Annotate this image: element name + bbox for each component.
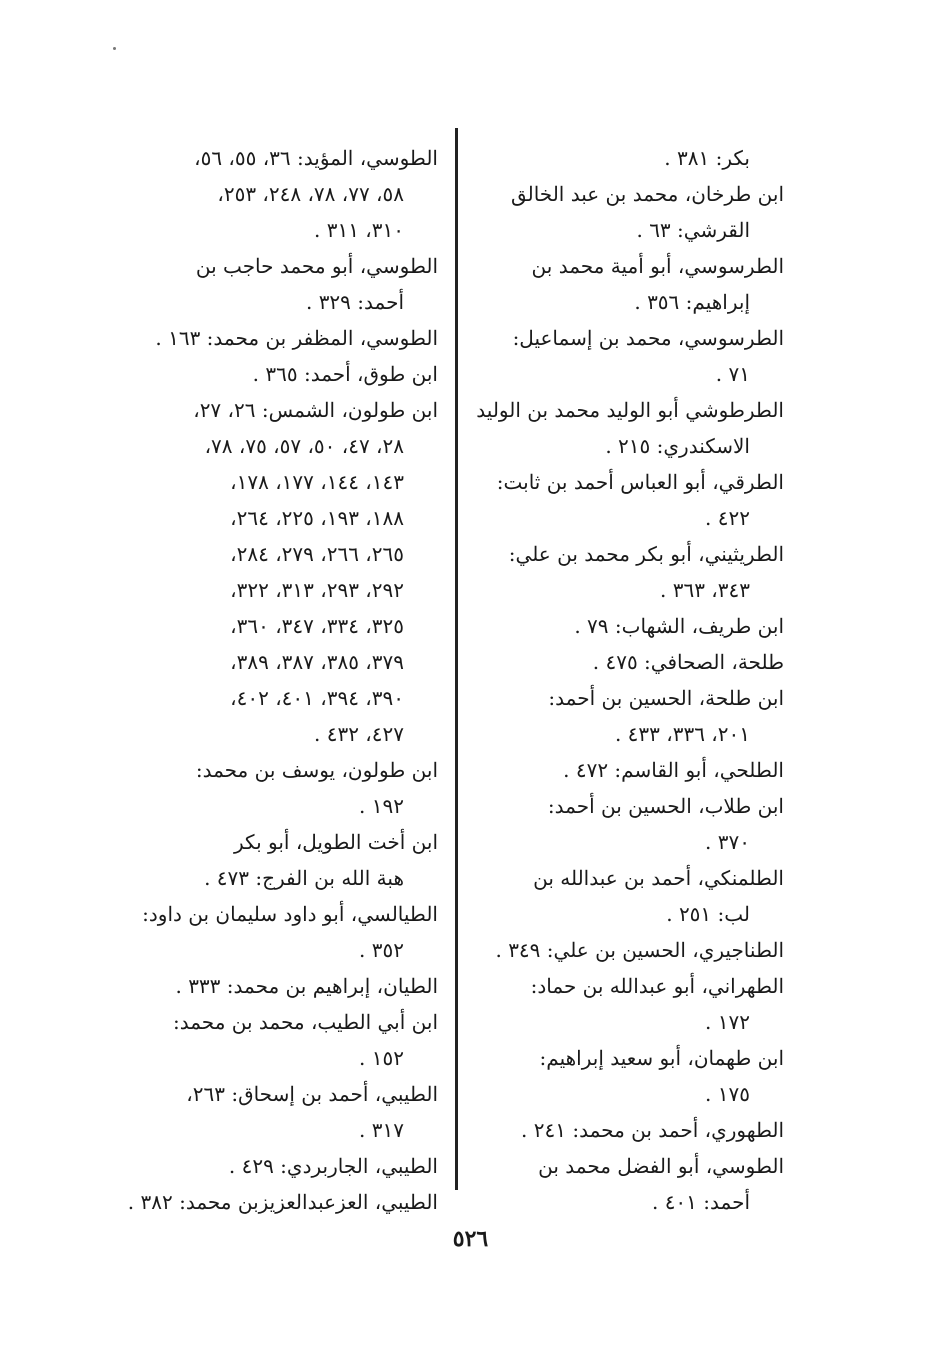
index-line: إبراهيم: ٣٥٦ . bbox=[634, 290, 750, 314]
index-line: الطهراني، أبو عبدالله بن حماد: bbox=[530, 974, 784, 998]
index-line: ١٧٥ . bbox=[705, 1082, 750, 1106]
index-line: الطوسي، المظفر بن محمد: ١٦٣ . bbox=[155, 326, 438, 350]
index-line: ابن أبي الطيب، محمد بن محمد: bbox=[172, 1010, 438, 1034]
index-line: الطوسي، المؤيد: ٣٦، ٥٥، ٥٦، bbox=[194, 146, 438, 170]
index-line: الطيبي، أحمد بن إسحاق: ٢٦٣، bbox=[186, 1082, 438, 1106]
index-line: الاسكندري: ٢١٥ . bbox=[605, 434, 750, 458]
index-line: لب: ٢٥١ . bbox=[666, 902, 750, 926]
index-column-right bbox=[472, 140, 784, 1220]
index-line: الطيبي، العزعبدالعزيزبن محمد: ٣٨٢ . bbox=[127, 1190, 438, 1214]
index-line: ٢٦٥، ٢٦٦، ٢٧٩، ٢٨٤، bbox=[230, 542, 404, 566]
index-line: ابن طريف، الشهاب: ٧٩ . bbox=[574, 614, 784, 638]
index-line: ٣٧٩، ٣٨٥، ٣٨٧، ٣٨٩، bbox=[230, 650, 404, 674]
index-line: الطناجيري، الحسين بن علي: ٣٤٩ . bbox=[495, 938, 784, 962]
index-line: أحمد: ٣٢٩ . bbox=[305, 290, 404, 314]
scan-speck bbox=[113, 47, 116, 50]
index-line: الطرسوسي، محمد بن إسماعيل: bbox=[512, 326, 784, 350]
index-line: الطيالسي، أبو داود سليمان بن داود: bbox=[142, 902, 438, 926]
index-line: ٣١٠، ٣١١ . bbox=[314, 218, 404, 242]
index-line: ابن طلحة، الحسين بن أحمد: bbox=[548, 686, 784, 710]
index-line: ٧١ . bbox=[715, 362, 750, 386]
index-line: ٤٢٧، ٤٣٢ . bbox=[314, 722, 404, 746]
index-line: الطرطوشي أبو الوليد محمد بن الوليد bbox=[476, 398, 784, 422]
index-line: الطريثيني، أبو بكر محمد بن علي: bbox=[508, 542, 784, 566]
index-line: بكر: ٣٨١ . bbox=[664, 146, 750, 170]
index-line: ٣٢٥، ٣٣٤، ٣٤٧، ٣٦٠، bbox=[230, 614, 404, 638]
column-divider bbox=[455, 128, 458, 1190]
index-line: القرشي: ٦٣ . bbox=[636, 218, 750, 242]
page-number: ٥٢٦ bbox=[452, 1226, 489, 1252]
index-line: ١٩٢ . bbox=[359, 794, 404, 818]
index-line: ابن طلاب، الحسين بن أحمد: bbox=[547, 794, 784, 818]
index-line: ٤٢٢ . bbox=[705, 506, 750, 530]
index-line: الطرقي، أبو العباس أحمد بن ثابت: bbox=[496, 470, 784, 494]
index-line: ٢٩٢، ٢٩٣، ٣١٣، ٣٢٢، bbox=[230, 578, 404, 602]
index-line: أحمد: ٤٠١ . bbox=[651, 1190, 750, 1214]
index-line: ١٨٨، ١٩٣، ٢٢٥، ٢٦٤، bbox=[230, 506, 404, 530]
index-line: الطوسي، أبو محمد حاجب بن bbox=[195, 254, 438, 278]
index-line: ١٧٢ . bbox=[705, 1010, 750, 1034]
index-line: ابن طولون، الشمس: ٢٦، ٢٧، bbox=[193, 398, 438, 422]
index-line: ١٥٢ . bbox=[359, 1046, 404, 1070]
index-line: ٢٨، ٤٧، ٥٠، ٥٧، ٧٥، ٧٨، bbox=[204, 434, 404, 458]
index-line: ابن طهمان، أبو سعيد إبراهيم: bbox=[539, 1046, 784, 1070]
index-line: ٢٠١، ٣٣٦، ٤٣٣ . bbox=[614, 722, 750, 746]
index-line: الطلحي، أبو القاسم: ٤٧٢ . bbox=[563, 758, 784, 782]
index-line: ابن طولون، يوسف بن محمد: bbox=[195, 758, 438, 782]
index-line: ٣٧٠ . bbox=[705, 830, 750, 854]
index-line: ابن طرخان، محمد بن عبد الخالق bbox=[510, 182, 784, 206]
index-line: الطرسوسي، أبو أمية محمد بن bbox=[531, 254, 784, 278]
index-line: ٣١٧ . bbox=[359, 1118, 404, 1142]
index-line: الطيان، إبراهيم بن محمد: ٣٣٣ . bbox=[175, 974, 438, 998]
index-line: ٣٩٠، ٣٩٤، ٤٠١، ٤٠٢، bbox=[230, 686, 404, 710]
index-line: ١٤٣، ١٤٤، ١٧٧، ١٧٨، bbox=[230, 470, 404, 494]
index-line: ٥٨، ٧٧، ٧٨، ٢٤٨، ٢٥٣، bbox=[217, 182, 404, 206]
index-column-left bbox=[127, 140, 438, 1220]
index-line: ابن طوق، أحمد: ٣٦٥ . bbox=[252, 362, 438, 386]
index-line: الطيبي، الجاربردي: ٤٢٩ . bbox=[228, 1154, 438, 1178]
index-line: الطلمنكي، أحمد بن عبدالله بن bbox=[533, 866, 784, 890]
index-line: ٣٥٢ . bbox=[359, 938, 404, 962]
index-line: طلحة، الصحافي: ٤٧٥ . bbox=[592, 650, 784, 674]
index-line: ابن أخت الطويل، أبو بكر bbox=[234, 830, 438, 854]
index-line: الطوسي، أبو الفضل محمد بن bbox=[538, 1154, 784, 1178]
index-line: ٣٤٣، ٣٦٣ . bbox=[660, 578, 750, 602]
index-line: الطهوري، أحمد بن محمد: ٢٤١ . bbox=[521, 1118, 784, 1142]
index-line: هبة الله بن الفرج: ٤٧٣ . bbox=[204, 866, 404, 890]
